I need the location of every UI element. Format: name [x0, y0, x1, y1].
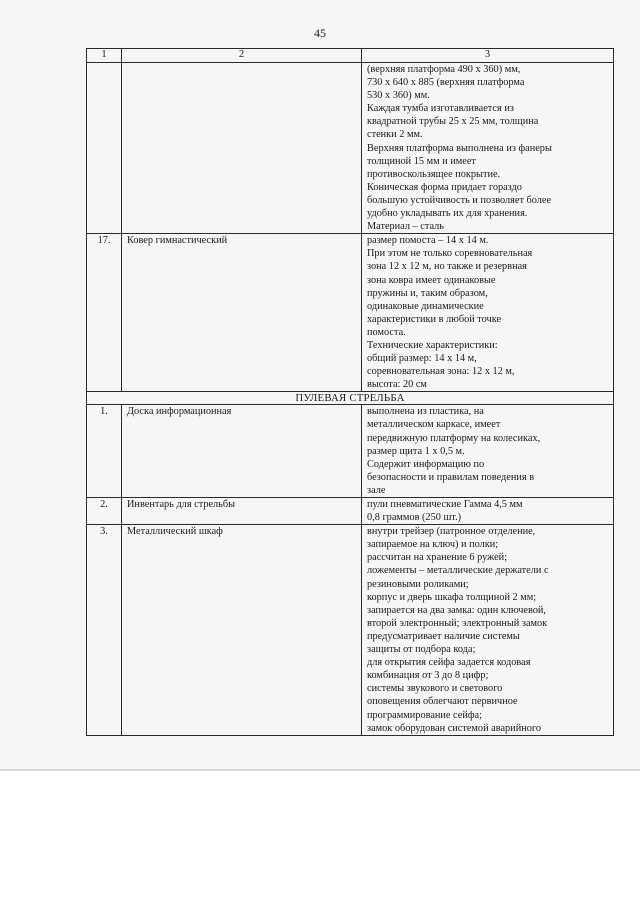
description-line: размер помоста – 14 х 14 м. — [367, 235, 489, 247]
description-line: 730 х 640 х 885 (верхняя платформа — [367, 77, 525, 89]
item-name: Доска информационная — [122, 405, 362, 498]
description-line: зона 12 х 12 м, но также и резервная — [367, 261, 527, 273]
header-row — [87, 49, 614, 63]
section-row — [87, 392, 614, 405]
description-line: соревновательная зона: 12 х 12 м, — [367, 366, 515, 378]
equipment-table — [86, 48, 614, 736]
description-line: программирование сейфа; — [367, 709, 482, 721]
description-line: Содержит информацию по — [367, 458, 485, 470]
description-line: выполнена из пластика, на — [367, 406, 484, 418]
description-line: большую устойчивость и позволяет более — [367, 194, 552, 206]
section-title: ПУЛЕВАЯ СТРЕЛЬБА — [87, 392, 614, 405]
item-number: 17. — [87, 234, 122, 392]
item-description — [362, 234, 614, 392]
description-line: квадратной трубы 25 х 25 мм, толщина — [367, 116, 539, 128]
item-description — [362, 498, 614, 525]
description-line: Коническая форма придает гораздо — [367, 181, 522, 193]
item-name: Инвентарь для стрельбы — [122, 498, 362, 525]
header-cell-3: 3 — [362, 49, 614, 63]
description-line: одинаковые динамические — [367, 300, 484, 312]
item-description — [362, 63, 614, 234]
description-line: безопасности и правилам поведения в — [367, 471, 535, 483]
item-number: 1. — [87, 405, 122, 498]
description-line: передвижную платформу на колесиках, — [367, 432, 541, 444]
description-line: для открытия сейфа задается кодовая — [367, 657, 531, 669]
description-line: 0,8 граммов (250 шт.) — [367, 512, 462, 524]
item-name: Ковер гимнастический — [122, 234, 362, 392]
description-line: зона ковра имеет одинаковые — [367, 274, 496, 286]
description-line: толщиной 15 мм и имеет — [367, 155, 476, 167]
description-line: запираемое на ключ) и полки; — [367, 539, 499, 551]
description-line: (верхняя платформа 490 х 360) мм, — [367, 64, 521, 75]
description-line: защиты от подбора кода; — [367, 644, 476, 656]
header-cell-2: 2 — [122, 49, 362, 63]
description-line: второй электронный; электронный замок — [367, 617, 548, 629]
description-line: противоскользящее покрытие. — [367, 168, 501, 180]
description-line: комбинация от 3 до 8 цифр; — [367, 670, 489, 682]
description-line: характеристики в любой точке — [367, 313, 502, 325]
item-number: 3. — [87, 525, 122, 736]
description-line: 530 х 360) мм. — [367, 90, 430, 102]
description-line: корпус и дверь шкафа толщиной 2 мм; — [367, 591, 537, 603]
description-line: оповещения облегчают первичное — [367, 696, 518, 708]
table-row — [87, 234, 614, 392]
description-line: зале — [367, 484, 386, 496]
item-number — [87, 63, 122, 234]
page-number: 45 — [314, 26, 326, 40]
description-line: пули пневматические Гамма 4,5 мм — [367, 499, 523, 510]
description-line: резиновыми роликами; — [367, 578, 469, 590]
description-line: внутри трейзер (патронное отделение, — [367, 526, 536, 538]
item-name — [122, 63, 362, 234]
item-number: 2. — [87, 498, 122, 525]
table-row-continued — [87, 63, 614, 234]
description-line: При этом не только соревновательная — [367, 248, 533, 260]
description-line: предусматривает наличие системы — [367, 630, 520, 642]
description-line: помоста. — [367, 326, 406, 338]
scan-edge — [0, 769, 640, 771]
description-line: Каждая тумба изготавливается из — [367, 103, 514, 115]
description-line: размер щита 1 х 0,5 м. — [367, 445, 465, 457]
description-line: высота: 20 см — [367, 379, 427, 391]
item-description — [362, 525, 614, 736]
description-line: Материал – сталь — [367, 221, 444, 233]
description-line: системы звукового и светового — [367, 683, 503, 695]
table-row — [87, 405, 614, 498]
description-line: рассчитан на хранение 6 ружей; — [367, 552, 508, 564]
description-line: Технические характеристики: — [367, 339, 498, 351]
item-name: Металлический шкаф — [122, 525, 362, 736]
table-body — [87, 49, 614, 736]
description-line: металлическом каркасе, имеет — [367, 419, 501, 431]
description-line: удобно укладывать их для хранения. — [367, 208, 528, 220]
table-row — [87, 525, 614, 736]
description-line: запирается на два замка: один ключевой, — [367, 604, 546, 616]
description-line: пружины и, таким образом, — [367, 287, 488, 299]
description-line: ложементы – металлические держатели с — [367, 565, 549, 577]
header-cell-1: 1 — [87, 49, 122, 63]
description-line: общий размер: 14 х 14 м, — [367, 353, 477, 365]
description-line: Верхняя платформа выполнена из фанеры — [367, 142, 552, 154]
table-row — [87, 498, 614, 525]
description-line: стенки 2 мм. — [367, 129, 423, 141]
description-line: замок оборудован системой аварийного — [367, 722, 541, 734]
item-description — [362, 405, 614, 498]
